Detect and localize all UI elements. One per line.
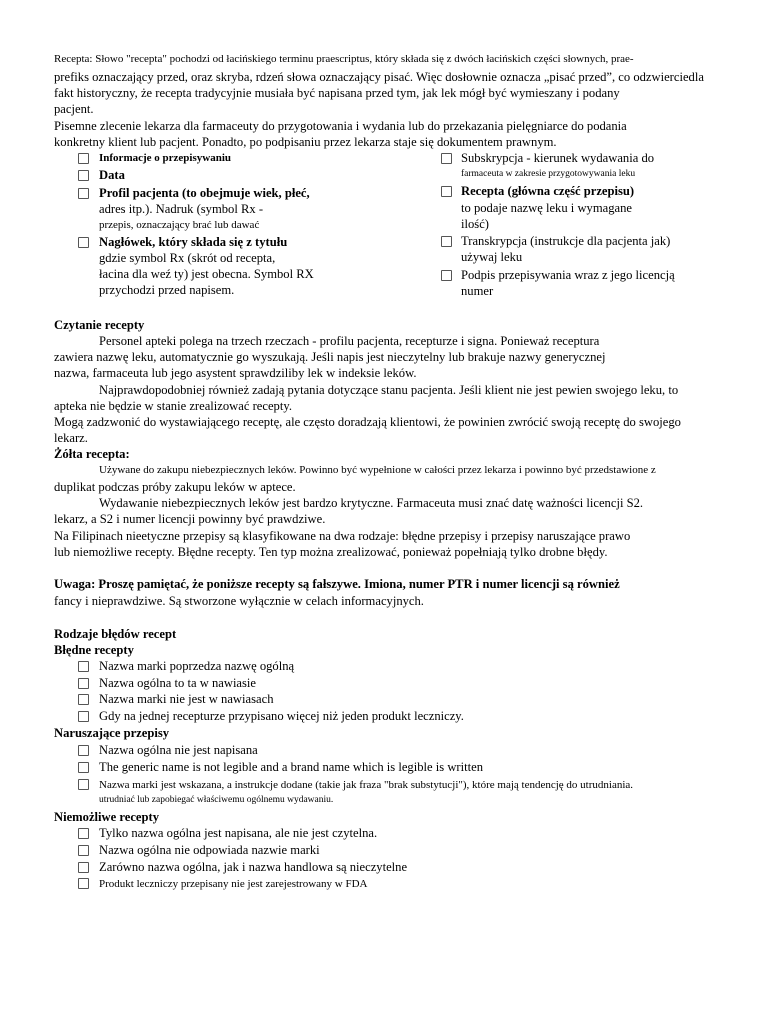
list-item: Data xyxy=(99,168,125,182)
paragraph-line: lub niemożliwe recepty. Błędne recepty. Ten typ można zrealizować, ponieważ popełniają tylko drobne błędy. xyxy=(54,545,608,559)
intro-line: konkretny klient lub pacjent. Ponadto, po podpisaniu przez lekarza staje się dokumentem prawnym. xyxy=(54,135,557,149)
bullet-box-icon xyxy=(78,878,89,889)
list-item-continuation: utrudniać lub zapobiegać właściwemu ogólnemu wydawaniu. xyxy=(99,795,334,805)
bullet-box-icon xyxy=(78,694,89,705)
list-item: Nazwa ogólna to ta w nawiasie xyxy=(99,676,257,690)
section-heading: Czytanie recepty xyxy=(54,318,145,332)
bullet-box-icon xyxy=(78,711,89,722)
bullet-box-icon xyxy=(78,188,89,199)
list-item-continuation: ilość) xyxy=(461,217,489,231)
list-item: Nagłówek, który składa się z tytułu xyxy=(99,235,288,249)
list-item: Nazwa marki nie jest w nawiasach xyxy=(99,692,274,706)
list-item: Produkt leczniczy przepisany nie jest zarejestrowany w FDA xyxy=(99,878,368,890)
bullet-box-icon xyxy=(78,661,89,672)
bullet-box-icon xyxy=(78,845,89,856)
bullet-box-icon xyxy=(78,237,89,248)
list-item: Nazwa ogólna nie odpowiada nazwie marki xyxy=(99,843,320,857)
intro-line: Pisemne zlecenie lekarza dla farmaceuty do przygotowania i wydania lub do przekazania pielęgniarce do podania xyxy=(54,119,627,133)
bullet-box-icon xyxy=(78,170,89,181)
intro-line: Recepta: Słowo "recepta" pochodzi od łacińskiego terminu praescriptus, który składa się z dwóch łacińskich części słownych, prae- xyxy=(54,53,634,65)
paragraph-line: lekarz. xyxy=(54,431,88,445)
paragraph-line: zawiera nazwę leku, automatycznie go wyszukają. Jeśli napis jest nieczytelny lub brakuje nazwy generycznej xyxy=(54,350,606,364)
subsection-heading: Naruszające przepisy xyxy=(54,726,170,740)
list-item: Nazwa marki poprzedza nazwę ogólną xyxy=(99,659,295,673)
list-item-continuation: numer xyxy=(461,284,494,298)
list-item-continuation: łacina dla weź ty) jest obecna. Symbol RX xyxy=(99,267,314,281)
bullet-box-icon xyxy=(441,186,452,197)
list-item: Podpis przepisywania wraz z jego licencją xyxy=(461,268,675,282)
paragraph-line: Personel apteki polega na trzech rzeczach - profilu pacjenta, recepturze i signa. Ponieważ receptura xyxy=(99,334,600,348)
list-item: Nazwa marki jest wskazana, a instrukcje dodane (takie jak fraza "brak substytucji"), które mają tendencję do utrudniania. xyxy=(99,779,634,791)
note-line: fancy i nieprawdziwe. Są stworzone wyłącznie w celach informacyjnych. xyxy=(54,594,424,608)
bullet-box-icon xyxy=(78,745,89,756)
subsection-heading: Niemożliwe recepty xyxy=(54,810,160,824)
paragraph-line: lekarz, a S2 i numer licencji powinny być prawdziwe. xyxy=(54,512,326,526)
list-item: Tylko nazwa ogólna jest napisana, ale nie jest czytelna. xyxy=(99,826,378,840)
list-item-continuation: przychodzi przed napisem. xyxy=(99,283,235,297)
list-item-continuation: farmaceuta w zakresie przygotowywania leku xyxy=(461,169,636,179)
list-item-continuation: adres itp.). Nadruk (symbol Rx - xyxy=(99,202,264,216)
list-item: Transkrypcja (instrukcje dla pacjenta jak) xyxy=(461,234,671,248)
paragraph-line: duplikat podczas próby zakupu leków w aptece. xyxy=(54,480,296,494)
section-heading: Żółta recepta: xyxy=(54,447,130,461)
bullet-box-icon xyxy=(441,236,452,247)
list-item: Nazwa ogólna nie jest napisana xyxy=(99,743,258,757)
bullet-box-icon xyxy=(78,862,89,873)
bullet-box-icon xyxy=(78,762,89,773)
list-item: The generic name is not legible and a brand name which is legible is written xyxy=(99,760,483,774)
paragraph-line: apteka nie będzie w stanie zrealizować recepty. xyxy=(54,399,292,413)
list-item-continuation: gdzie symbol Rx (skrót od recepta, xyxy=(99,251,276,265)
paragraph-line: nazwa, farmaceuta lub jego asystent sprawdziliby lek w indeksie leków. xyxy=(54,366,417,380)
paragraph-line: Na Filipinach nieetyczne przepisy są klasyfikowane na dwa rodzaje: błędne przepisy i przepisy naruszające prawo xyxy=(54,529,631,543)
paragraph-line: Używane do zakupu niebezpiecznych leków. Powinno być wypełnione w całości przez lekarza i powinno być przedstawione z xyxy=(99,464,656,476)
list-item-continuation: przepis, oznaczający brać lub dawać xyxy=(99,219,260,231)
paragraph-line: Wydawanie niebezpiecznych leków jest bardzo krytyczne. Farmaceuta musi znać datę ważności licencji S2. xyxy=(99,496,644,510)
list-item: Profil pacjenta (to obejmuje wiek, płeć, xyxy=(99,186,310,200)
paragraph-line: Mogą zadzwonić do wystawiającego receptę, ale często doradzają klientowi, że powinien zwrócić swoją receptę do swojego xyxy=(54,415,681,429)
list-item-continuation: to podaje nazwę leku i wymagane xyxy=(461,201,632,215)
list-item: Informacje o przepisywaniu xyxy=(99,152,231,164)
list-item: Subskrypcja - kierunek wydawania do xyxy=(461,151,655,165)
intro-line: pacjent. xyxy=(54,102,94,116)
paragraph-line: Najprawdopodobniej również zadają pytania dotyczące stanu pacjenta. Jeśli klient nie jest pewien swojego leku, to xyxy=(99,383,679,397)
bullet-box-icon xyxy=(441,270,452,281)
note-line: Uwaga: Proszę pamiętać, że poniższe recepty są fałszywe. Imiona, numer PTR i numer licencji są również xyxy=(54,577,620,591)
intro-line: prefiks oznaczający przed, oraz skryba, rdzeń słowa oznaczający pisać. Więc dosłownie oznacza „pisać przed”, co odzwierciedla xyxy=(54,70,704,84)
bullet-box-icon xyxy=(78,828,89,839)
section-heading: Rodzaje błędów recept xyxy=(54,627,177,641)
bullet-box-icon xyxy=(441,153,452,164)
list-item: Zarówno nazwa ogólna, jak i nazwa handlowa są nieczytelne xyxy=(99,860,408,874)
bullet-box-icon xyxy=(78,779,89,790)
intro-line: fakt historyczny, że recepta tradycyjnie musiała być napisana przed tym, jak lek mógł być wymieszany i podany xyxy=(54,86,620,100)
list-item-continuation: używaj leku xyxy=(461,250,523,264)
bullet-box-icon xyxy=(78,678,89,689)
list-item: Gdy na jednej recepturze przypisano więcej niż jeden produkt leczniczy. xyxy=(99,709,464,723)
bullet-box-icon xyxy=(78,153,89,164)
list-item: Recepta (główna część przepisu) xyxy=(461,184,635,198)
subsection-heading: Błędne recepty xyxy=(54,643,134,657)
